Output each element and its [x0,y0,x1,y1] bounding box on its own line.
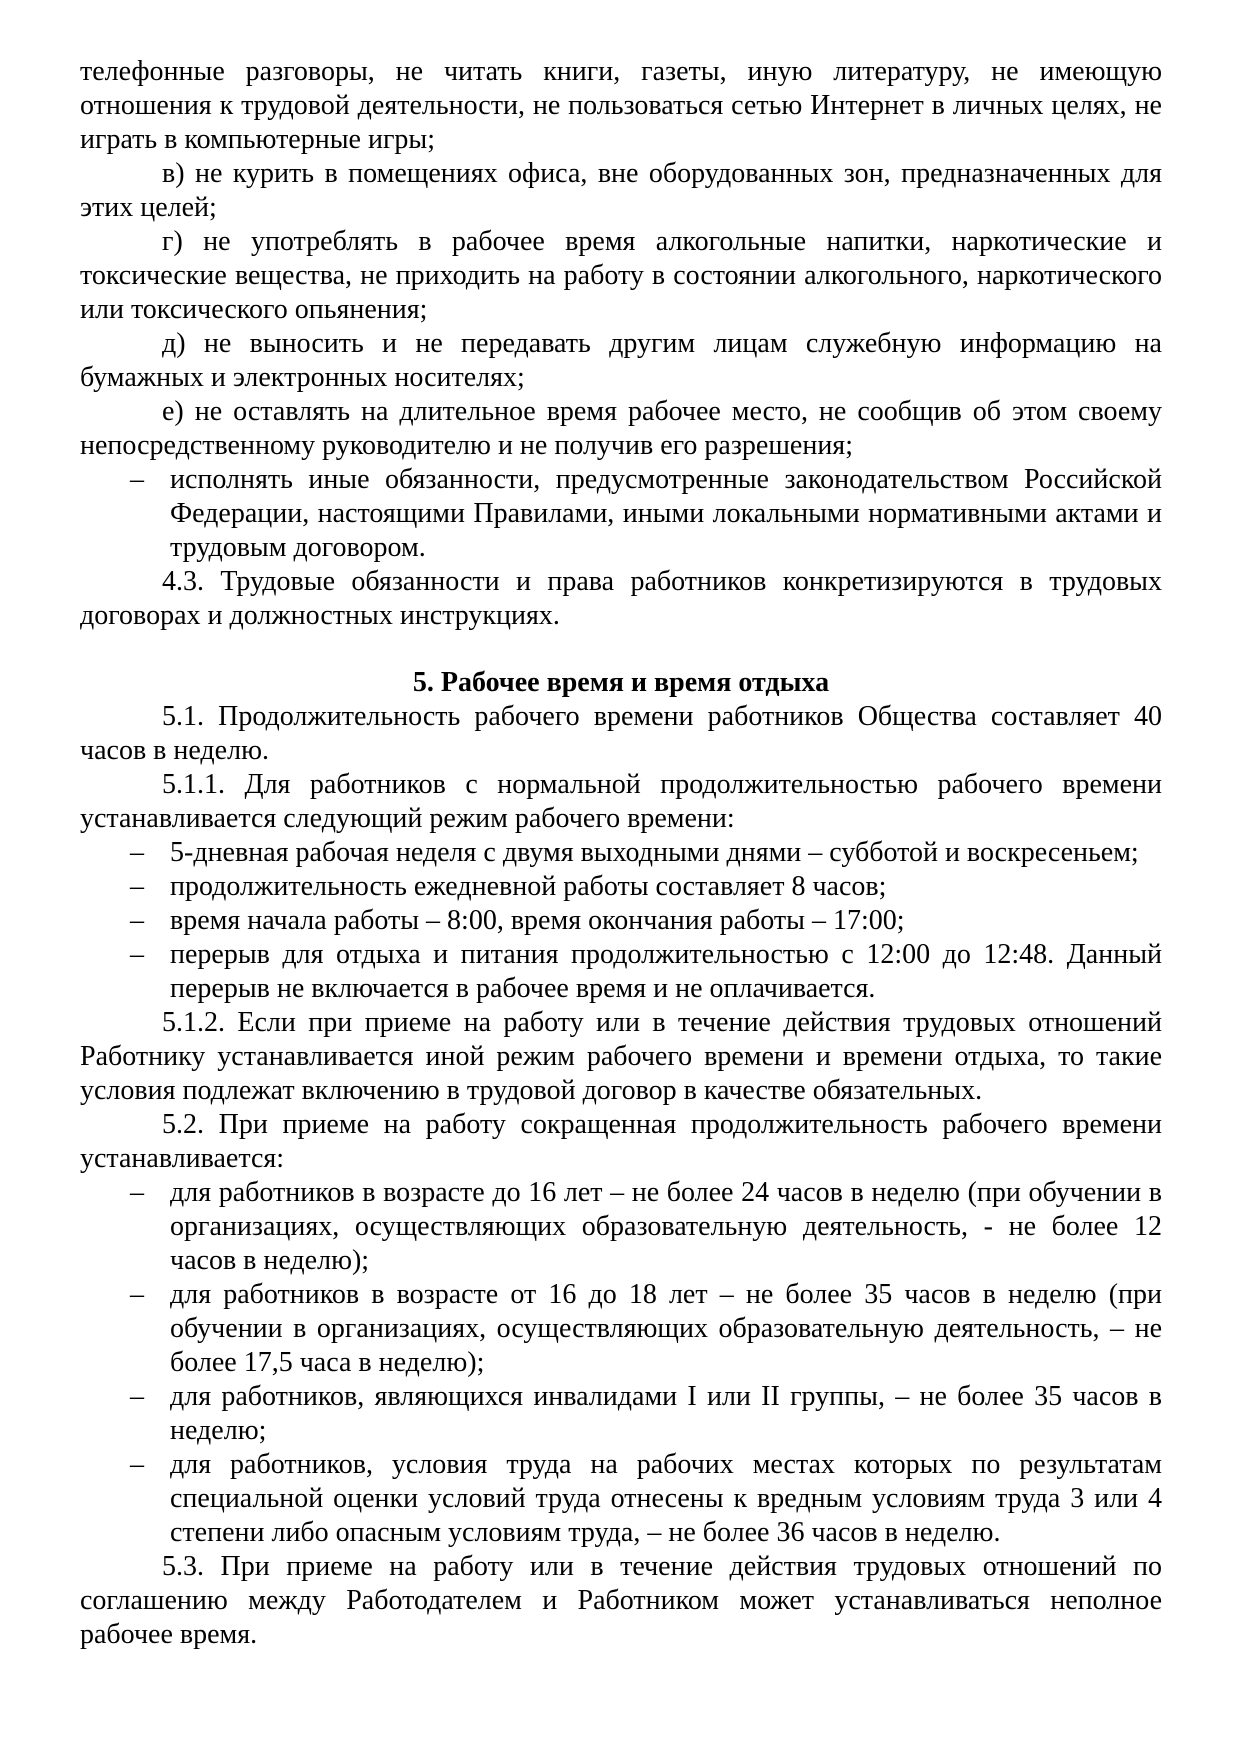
clause-g-no-alcohol: г) не употреблять в рабочее время алкогольные напитки, наркотические и токсические вещества, не приходить на работу в состоянии алкогольного, наркотического или токсического опьянения; [80,226,1162,325]
list-item-text: 5-дневная рабочая неделя с двумя выходными днями – субботой и воскресеньем; [170,837,1139,868]
clause-e-no-leaving-workplace: е) не оставлять на длительное время рабочее место, не сообщив об этом своему непосредственному руководителю и не получив его разрешения; [80,396,1162,461]
dash-marker: – [130,905,144,936]
list-item-text: для работников, являющихся инвалидами I или II группы, – не более 35 часов в неделю; [170,1381,1162,1446]
list-item-text: для работников в возрасте до 16 лет – не более 24 часов в неделю (при обучении в организациях, осуществляющих образовательную деятельность, - не более 12 часов в неделю); [170,1177,1162,1276]
list-item-text: для работников в возрасте от 16 до 18 лет – не более 35 часов в неделю (при обучении в организациях, осуществляющих образовательную деятельность, – не более 17,5 часа в неделю); [170,1279,1162,1378]
list-item-text: перерыв для отдыха и питания продолжительностью с 12:00 до 12:48. Данный перерыв не включается в рабочее время и не оплачивается. [170,939,1162,1004]
list-item-16-to-18 [80,1278,1162,1380]
clause-d-no-info-disclosure: д) не выносить и не передавать другим лицам служебную информацию на бумажных и электронных носителях; [80,328,1162,393]
list-item-lunch-break [80,938,1162,1006]
list-item-work-hours [80,904,1162,938]
dash-marker: – [130,1449,144,1480]
dash-marker: – [130,464,144,495]
dash-marker: – [130,837,144,868]
list-item-text: время начала работы – 8:00, время окончания работы – 17:00; [170,905,905,936]
para-5-1-2: 5.1.2. Если при приеме на работу или в течение действия трудовых отношений Работнику устанавливается иной режим рабочего времени и времени отдыха, то такие условия подлежат включению в трудовой договор в качестве обязательных. [80,1007,1162,1106]
para-5-2: 5.2. При приеме на работу сокращенная продолжительность рабочего времени устанавливается: [80,1109,1162,1174]
list-item-text: продолжительность ежедневной работы составляет 8 часов; [170,871,887,902]
para-continued-from-previous-page: телефонные разговоры, не читать книги, газеты, иную литературу, не имеющую отношения к трудовой деятельности, не пользоваться сетью Интернет в личных целях, не играть в компьютерные игры; [80,56,1162,155]
clause-v-no-smoking: в) не курить в помещениях офиса, вне оборудованных зон, предназначенных для этих целей; [80,158,1162,223]
list-item-under-16 [80,1176,1162,1278]
section-heading-5: 5. Рабочее время и время отдыха [412,667,830,698]
dash-marker: – [130,871,144,902]
dash-marker: – [130,939,144,970]
list-item-harmful-conditions [80,1448,1162,1550]
para-5-1: 5.1. Продолжительность рабочего времени работников Общества составляет 40 часов в неделю. [80,701,1162,766]
list-item-text: для работников, условия труда на рабочих местах которых по результатам специальной оценки условий труда отнесены к вредным условиям труда 3 или 4 степени либо опасным условиям труда, – не более 36 часов в неделю. [170,1449,1162,1548]
para-5-3: 5.3. При приеме на работу или в течение действия трудовых отношений по соглашению между Работодателем и Работником может устанавливаться неполное рабочее время. [80,1551,1162,1650]
list-item-disabled-workers [80,1380,1162,1448]
para-5-1-1: 5.1.1. Для работников с нормальной продолжительностью рабочего времени устанавливается следующий режим рабочего времени: [80,769,1162,834]
list-item-text: исполнять иные обязанности, предусмотренные законодательством Российской Федерации, настоящими Правилами, иными локальными нормативными актами и трудовым договором. [170,464,1162,563]
list-item-5-day-week [80,836,1162,870]
dash-marker: – [130,1177,144,1208]
dash-marker: – [130,1381,144,1412]
dash-marker: – [130,1279,144,1310]
para-4-3: 4.3. Трудовые обязанности и права работников конкретизируются в трудовых договорах и должностных инструкциях. [80,566,1162,631]
list-item-other-duties [80,463,1162,565]
list-item-daily-duration [80,870,1162,904]
